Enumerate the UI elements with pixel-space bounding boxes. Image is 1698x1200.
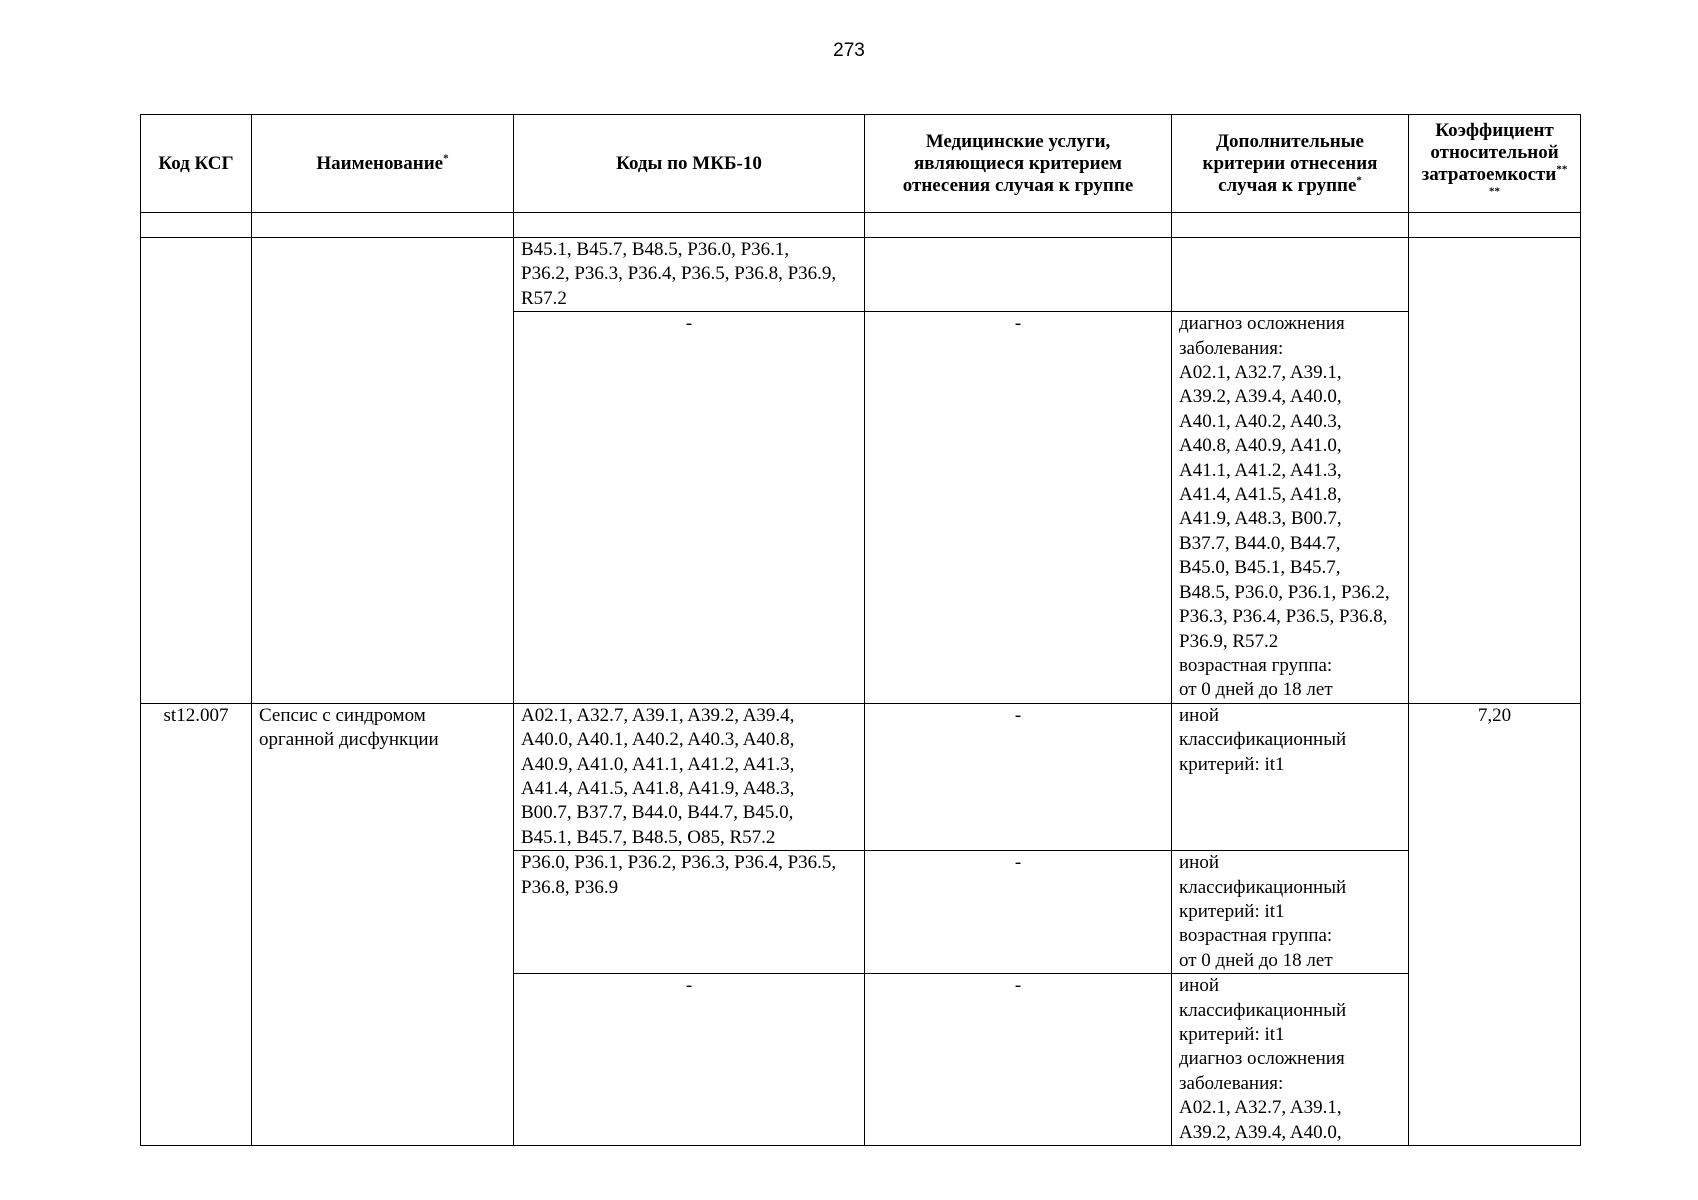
cell-services: - bbox=[865, 851, 1172, 974]
header-services: Медицинские услуги, являющиеся критерием отнесения случая к группе bbox=[865, 115, 1172, 213]
header-icd: Коды по МКБ-10 bbox=[514, 115, 865, 213]
table-row bbox=[141, 238, 1581, 312]
cell-icd: P36.0, P36.1, P36.2, P36.3, P36.4, P36.5, P36.8, P36.9 bbox=[514, 851, 865, 974]
cell-extra: диагноз осложнения заболевания: A02.1, A32.7, A39.1, A39.2, A39.4, A40.0, A40.1, A40.2, A40.3, A40.8, A40.9, A41.0, A41.1, A41.2, A41.3, A41.4, A41.5, A41.8, A41.9, A48.3, B00.7, B37.7, B44.0, B44.7, B45.0, B45.1, B45.7, B48.5, P36.0, P36.1, P36.2, P36.3, P36.4, P36.5, P36.8, P36.9, R57.2 возрастная группа: от 0 дней до 18 лет bbox=[1172, 312, 1409, 704]
page-number: 273 bbox=[833, 40, 865, 61]
table-spacer-row bbox=[141, 213, 1581, 238]
cell-icd: - bbox=[514, 312, 865, 704]
cell-code bbox=[141, 238, 252, 704]
cell-extra: иной классификационный критерий: it1 диагноз осложнения заболевания: A02.1, A32.7, A39.1, A39.2, A39.4, A40.0, bbox=[1172, 974, 1409, 1146]
cell-services bbox=[865, 238, 1172, 312]
cell-extra: иной классификационный критерий: it1 возрастная группа: от 0 дней до 18 лет bbox=[1172, 851, 1409, 974]
footnote-mark: * bbox=[443, 152, 449, 165]
header-code: Код КСГ bbox=[141, 115, 252, 213]
table-header-row bbox=[141, 115, 1581, 213]
header-coefficient: Коэффициент относительной затратоемкости** ** bbox=[1409, 115, 1581, 213]
cell-name bbox=[252, 238, 514, 704]
cell-code: st12.007 bbox=[141, 703, 252, 1145]
cell-icd: B45.1, B45.7, B48.5, P36.0, P36.1, P36.2, P36.3, P36.4, P36.5, P36.8, P36.9, R57.2 bbox=[514, 238, 865, 312]
footnote-mark: * bbox=[1356, 174, 1362, 187]
cell-coefficient: 7,20 bbox=[1409, 703, 1581, 1145]
header-name: Наименование* bbox=[252, 115, 514, 213]
footnote-mark-2: ** bbox=[1489, 185, 1500, 198]
ksg-table bbox=[140, 114, 1581, 1146]
table-row bbox=[141, 703, 1581, 850]
cell-services: - bbox=[865, 703, 1172, 850]
footnote-mark: ** bbox=[1556, 163, 1568, 176]
cell-extra: иной классификационный критерий: it1 bbox=[1172, 703, 1409, 850]
cell-services: - bbox=[865, 974, 1172, 1146]
cell-extra bbox=[1172, 238, 1409, 312]
cell-icd: - bbox=[514, 974, 865, 1146]
cell-name: Сепсис с синдромом органной дисфункции bbox=[252, 703, 514, 1145]
header-extra-criteria: Дополнительные критерии отнесения случая к группе* bbox=[1172, 115, 1409, 213]
cell-coefficient bbox=[1409, 238, 1581, 704]
cell-icd: A02.1, A32.7, A39.1, A39.2, A39.4, A40.0, A40.1, A40.2, A40.3, A40.8, A40.9, A41.0, A41.1, A41.2, A41.3, A41.4, A41.5, A41.8, A41.9, A48.3, B00.7, B37.7, B44.0, B44.7, B45.0, B45.1, B45.7, B48.5, O85, R57.2 bbox=[514, 703, 865, 850]
cell-services: - bbox=[865, 312, 1172, 704]
